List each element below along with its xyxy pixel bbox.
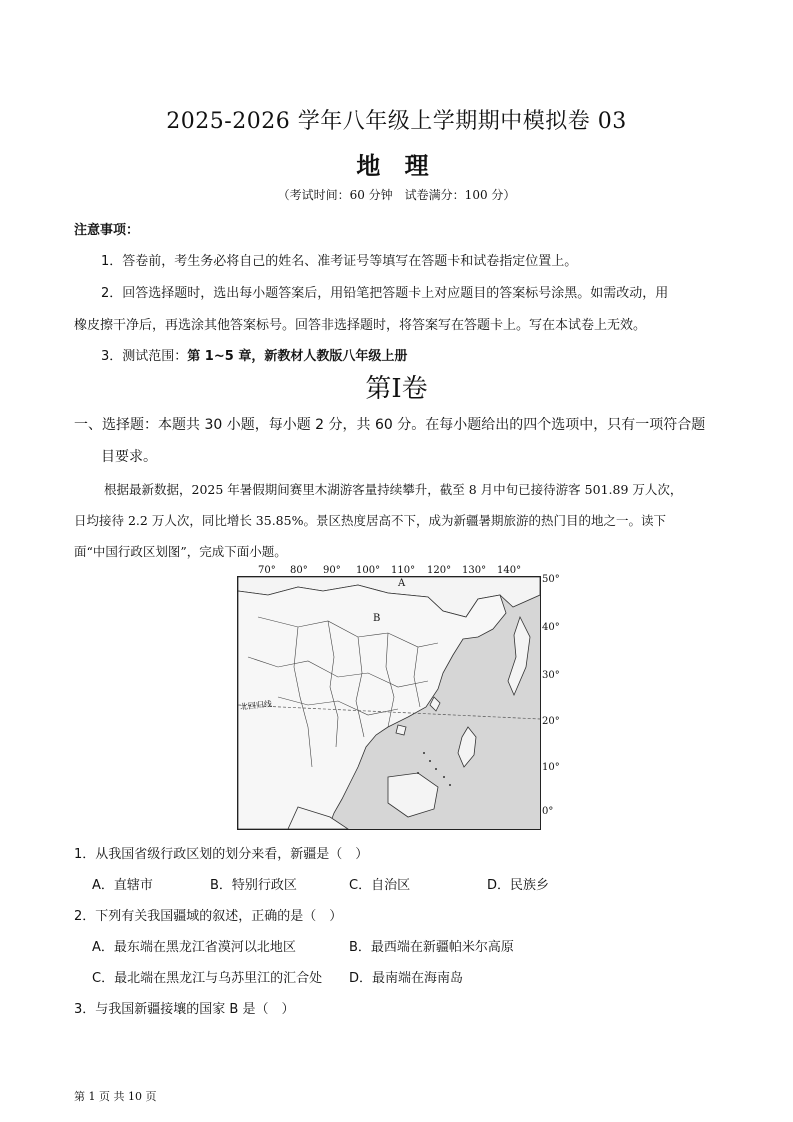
question-2-option-a[interactable]: A．最东端在黑龙江省漠河以北地区 xyxy=(92,940,296,955)
lat-label-0: 0° xyxy=(542,806,554,817)
intro-line-2: 日均接待 2.2 万人次，同比增长 35.85%。景区热度居高不下，成为新疆暑期旅游的热门目的地之一。读下 xyxy=(74,513,666,528)
note-item-3-scope: 第 1~5 章，新教材人教版八年级上册 xyxy=(187,349,408,364)
lat-label-50: 50° xyxy=(542,574,560,585)
question-1-option-a[interactable]: A．直辖市 xyxy=(92,878,153,893)
notes-title: 注意事项： xyxy=(74,223,140,238)
lon-label-80: 80° xyxy=(290,565,308,576)
section-heading-line-1: 一、选择题：本题共 30 小题，每小题 2 分，共 60 分。在每小题给出的四个选项中，只有一项符合题 xyxy=(74,417,706,433)
page-footer: 第 1 页 共 10 页 xyxy=(74,1090,157,1103)
note-item-2-line-1: 2．回答选择题时，选出每小题答案后，用铅笔把答题卡上对应题目的答案标号涂黑。如需改动，用 xyxy=(101,286,669,301)
volume-title: 第I卷 xyxy=(365,374,428,404)
lon-label-70: 70° xyxy=(258,565,276,576)
lat-label-20: 20° xyxy=(542,716,560,727)
china-administrative-map xyxy=(237,576,541,830)
borneo-island xyxy=(388,773,438,817)
exam-info: （考试时间：60 分钟 试卷满分：100 分） xyxy=(277,188,516,202)
section-heading-line-2: 目要求。 xyxy=(101,449,157,465)
tropic-of-cancer-label: 北回归线 xyxy=(239,699,273,712)
philippines-islands xyxy=(458,727,476,767)
note-item-2-line-2: 橡皮擦干净后，再选涂其他答案标号。回答非选择题时，将答案写在答题卡上。写在本试卷上无效。 xyxy=(74,318,647,333)
map-label-b: B xyxy=(373,613,381,624)
japan-islands xyxy=(508,617,530,695)
question-2-stem: 2．下列有关我国疆域的叙述，正确的是（ ） xyxy=(74,909,343,924)
lon-label-130: 130° xyxy=(462,565,487,576)
subject-title: 地 理 xyxy=(356,152,437,180)
note-item-3 xyxy=(101,345,407,364)
lon-label-100: 100° xyxy=(356,565,381,576)
lat-label-10: 10° xyxy=(542,762,560,773)
lat-label-40: 40° xyxy=(542,622,560,633)
map-graphic xyxy=(238,577,540,829)
intro-line-3: 面“中国行政区划图”，完成下面小题。 xyxy=(74,544,287,559)
lon-label-120: 120° xyxy=(427,565,452,576)
question-2-option-c[interactable]: C．最北端在黑龙江与乌苏里江的汇合处 xyxy=(92,971,323,986)
intro-line-1: 根据最新数据，2025 年暑假期间赛里木湖游客量持续攀升，截至 8 月中旬已接待游客 501.89 万人次， xyxy=(104,482,683,497)
question-3-stem: 3．与我国新疆接壤的国家 B 是（ ） xyxy=(74,1002,295,1017)
lon-label-90: 90° xyxy=(323,565,341,576)
note-item-1: 1．答卷前，考生务必将自己的姓名、准考证号等填写在答题卡和试卷指定位置上。 xyxy=(101,254,578,269)
question-1-option-c[interactable]: C．自治区 xyxy=(349,878,411,893)
exam-title: 2025-2026 学年八年级上学期期中模拟卷 03 xyxy=(166,109,627,134)
question-2-option-b[interactable]: B．最西端在新疆帕米尔高原 xyxy=(349,940,514,955)
lon-label-110: 110° xyxy=(391,565,416,576)
question-2-option-d[interactable]: D．最南端在海南岛 xyxy=(349,971,464,986)
question-1-stem: 1．从我国省级行政区划的划分来看，新疆是（ ） xyxy=(74,847,369,862)
hainan-island xyxy=(396,725,406,735)
note-item-3-prefix: 3．测试范围： xyxy=(101,349,188,364)
question-1-option-d[interactable]: D．民族乡 xyxy=(487,878,550,893)
lon-label-140: 140° xyxy=(497,565,522,576)
lat-label-30: 30° xyxy=(542,670,560,681)
question-1-option-b[interactable]: B．特别行政区 xyxy=(210,878,297,893)
map-label-a: A xyxy=(398,578,406,589)
